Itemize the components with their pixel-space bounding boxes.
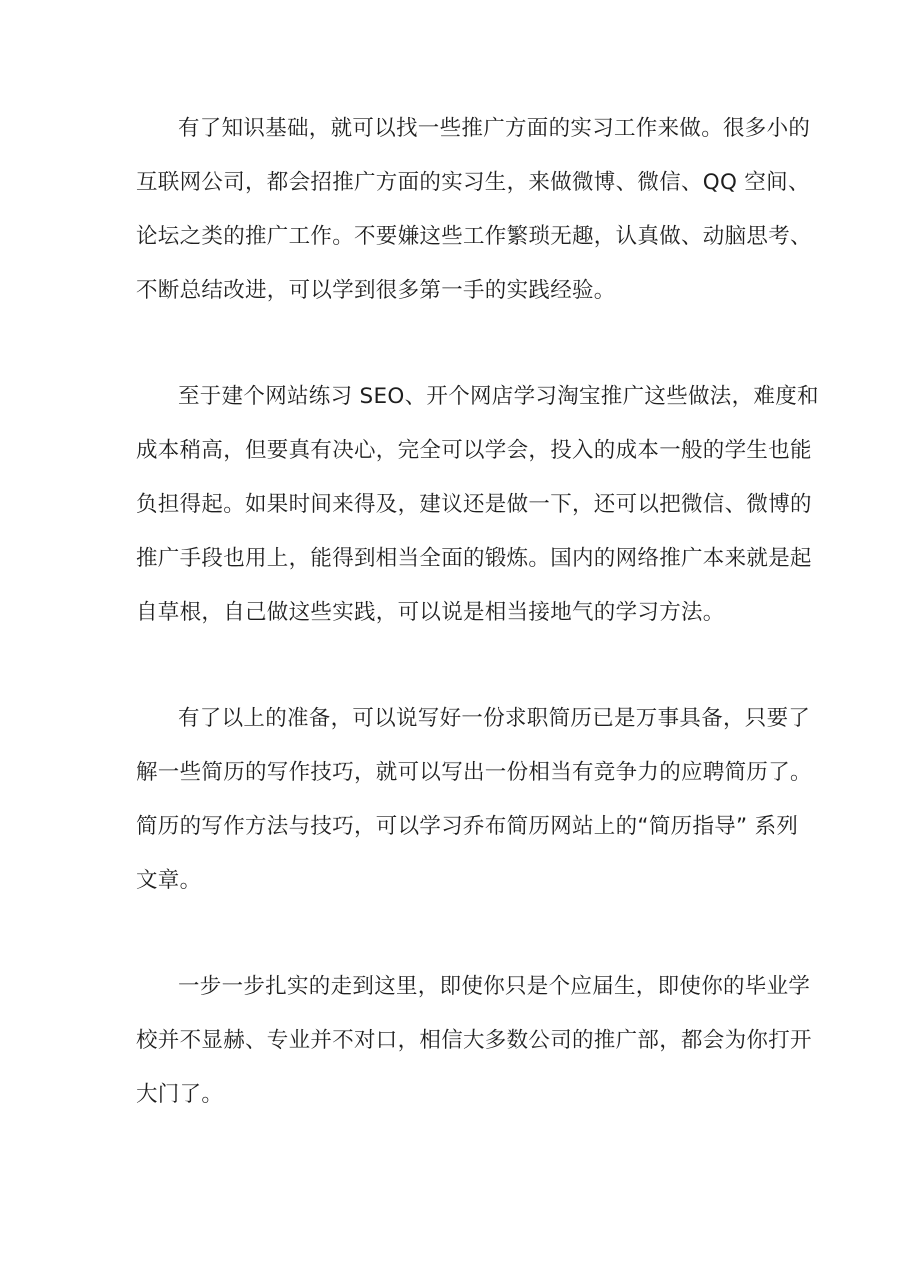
paragraph-line: 一步一步扎实的走到这里，即使你只是个应届生，即使你的毕业学 bbox=[178, 974, 811, 999]
paragraph-line: 有了以上的准备，可以说写好一份求职简历已是万事具备，只要了 bbox=[178, 706, 811, 731]
paragraph-spacer bbox=[136, 646, 768, 698]
paragraph-spacer bbox=[136, 324, 768, 376]
paragraph-line: 互联网公司，都会招推广方面的实习生，来做微博、微信、QQ 空间、 bbox=[136, 170, 810, 195]
paragraph-resume bbox=[136, 698, 812, 914]
paragraph-line: 解一些简历的写作技巧，就可以写出一份相当有竞争力的应聘简历了。 bbox=[136, 760, 812, 785]
paragraph-conclusion bbox=[136, 966, 812, 1128]
paragraph-line: 大门了。 bbox=[136, 1082, 224, 1107]
paragraph-spacer bbox=[136, 914, 768, 966]
paragraph-line: 校并不显赫、专业并不对口，相信大多数公司的推广部，都会为你打开 bbox=[136, 1028, 812, 1053]
paragraph-line: 文章。 bbox=[136, 868, 202, 893]
paragraph-line: 论坛之类的推广工作。不要嫌这些工作繁琐无趣，认真做、动脑思考、 bbox=[136, 224, 812, 249]
paragraph-internship bbox=[136, 108, 812, 324]
paragraph-line: 负担得起。如果时间来得及，建议还是做一下，还可以把微信、微博的 bbox=[136, 492, 812, 517]
paragraph-line: 至于建个网站练习 SEO、开个网店学习淘宝推广这些做法，难度和 bbox=[178, 384, 819, 409]
paragraph-line: 自草根，自己做这些实践，可以说是相当接地气的学习方法。 bbox=[136, 600, 725, 625]
paragraph-line: 推广手段也用上，能得到相当全面的锻炼。国内的网络推广本来就是起 bbox=[136, 546, 812, 571]
paragraph-line: 简历的写作方法与技巧，可以学习乔布简历网站上的“简历指导” 系列 bbox=[136, 814, 799, 839]
paragraph-line: 不断总结改进，可以学到很多第一手的实践经验。 bbox=[136, 278, 616, 303]
paragraph-line: 有了知识基础，就可以找一些推广方面的实习工作来做。很多小的 bbox=[178, 116, 811, 141]
paragraph-practice bbox=[136, 376, 819, 646]
document-body bbox=[136, 108, 819, 1128]
paragraph-line: 成本稍高，但要真有决心，完全可以学会，投入的成本一般的学生也能 bbox=[136, 438, 812, 463]
